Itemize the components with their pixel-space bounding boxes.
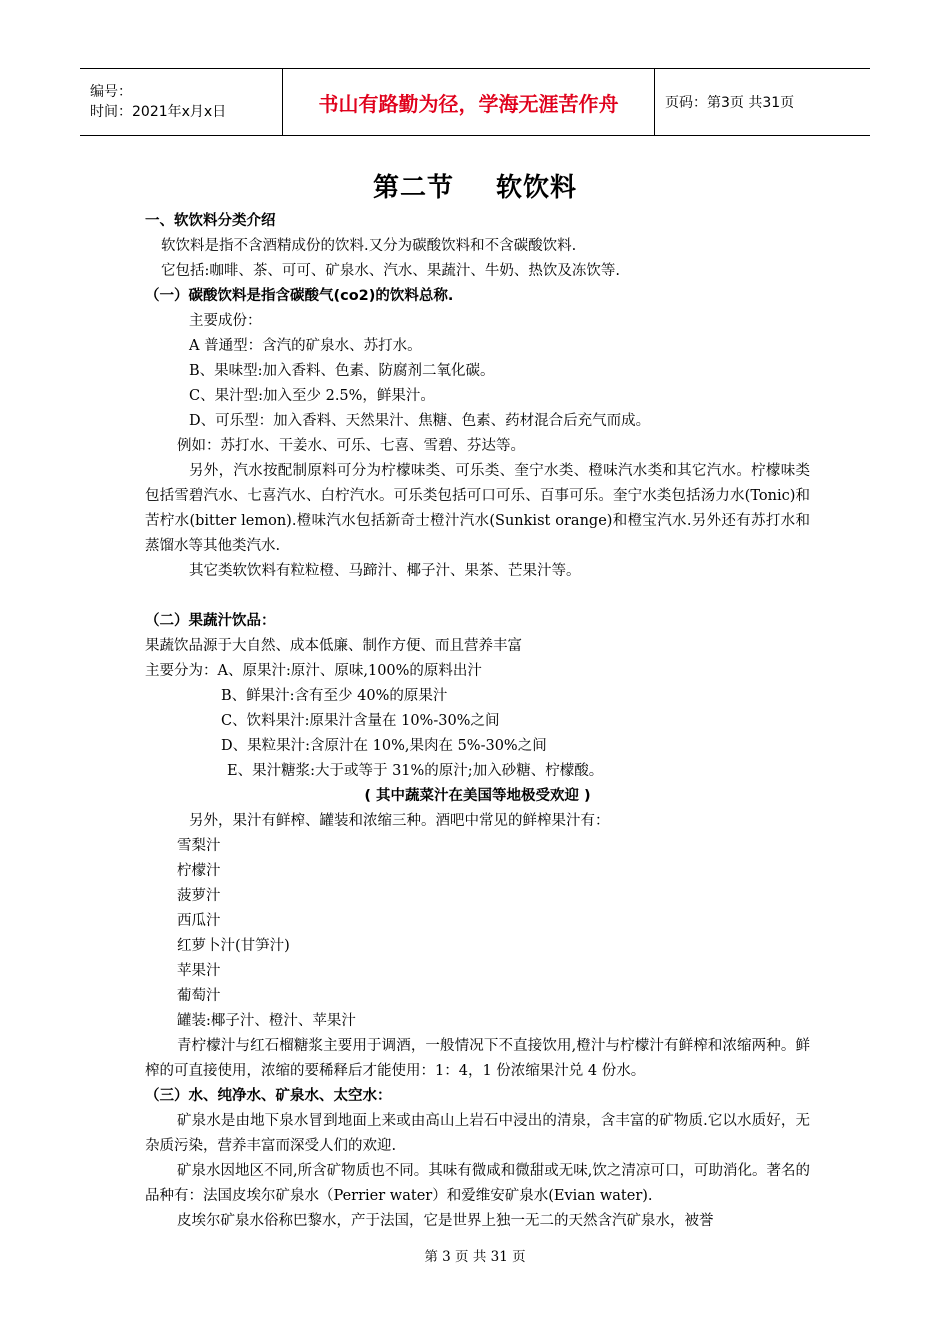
sub2-fresh-intro: 另外，果汁有鲜榨、罐装和浓缩三种。酒吧中常见的鲜榨果汁有：: [189, 813, 610, 829]
sub1-example: 例如：苏打水、干姜水、可乐、七喜、雪碧、芬达等。: [177, 438, 525, 454]
sub1-paragraph: 另外，汽水按配制原料可分为柠檬味类、可乐类、奎宁水类、橙味汽水类和其它汽水。柠檬味类包括雪碧汽水、七喜汽水、白柠汽水。可乐类包括可口可乐、百事可乐。奎宁水类包括汤力水(Tonic)和苦柠水(bitter lemon).橙味汽水包括新奇士橙汁汽水(Sunkist orange)和橙宝汽水.另外还有苏打水和蒸馏水等其他类汽水.: [145, 463, 810, 554]
date-label: 时间：2021年x月x日: [90, 104, 227, 120]
fresh-juice-item: 红萝卜汁(甘笋汁): [177, 938, 290, 954]
footer-page-number: 第 3 页 共 31 页: [424, 1249, 526, 1265]
title-part2: 软饮料: [496, 173, 578, 203]
fresh-juice-item: 西瓜汁: [177, 913, 221, 929]
sub1-main-label: 主要成份：: [189, 313, 262, 329]
fresh-juice-item: 柠檬汁: [177, 863, 221, 879]
sub3-heading: （三）水、纯净水、矿泉水、太空水：: [145, 1088, 392, 1104]
sub1-other: 其它类软饮料有粒粒橙、马蹄汁、椰子汁、果茶、芒果汁等。: [189, 563, 581, 579]
section1-line1: 软饮料是指不含酒精成份的饮料.又分为碳酸饮料和不含碳酸饮料.: [161, 238, 577, 254]
sub3-para3: 皮埃尔矿泉水俗称巴黎水，产于法国，它是世界上独一无二的天然含汽矿泉水，被誉: [177, 1213, 714, 1229]
document-body: [145, 209, 810, 1234]
sub1-item-a: A 普通型：含汽的矿泉水、苏打水。: [189, 338, 422, 354]
page-footer: [0, 1245, 950, 1265]
section1-heading: 一、软饮料分类介绍: [145, 213, 276, 229]
sub2-paragraph: 青柠檬汁与红石榴糖浆主要用于调酒，一般情况下不直接饮用,橙汁与柠檬汁有鲜榨和浓缩两种。鲜榨的可直接使用，浓缩的要稀释后才能使用：1：4，1 份浓缩果汁兑 4 份水。: [145, 1038, 810, 1079]
sub2-main-a: 主要分为：A、原果汁:原汁、原味,100%的原料出汁: [145, 663, 482, 679]
sub1-item-d: D、可乐型：加入香料、天然果汁、焦糖、色素、药材混合后充气而成。: [189, 413, 651, 429]
motto-text: 书山有路勤为径，学海无涯苦作舟: [318, 91, 619, 116]
sub2-item-b: B、鲜果汁:含有至少 40%的原果汁: [221, 688, 448, 704]
sub2-note: ( 其中蔬菜汁在美国等地极受欢迎 ): [364, 788, 591, 804]
fresh-juice-item: 菠萝汁: [177, 888, 221, 904]
sub2-canned: 罐装:椰子汁、橙汁、苹果汁: [177, 1013, 356, 1029]
page-label: 页码：第3页 共31页: [665, 95, 795, 111]
page-title: [0, 167, 950, 204]
sub2-item-d: D、果粒果汁:含原汁在 10%,果肉在 5%-30%之间: [221, 738, 547, 754]
fresh-juice-item: 苹果汁: [177, 963, 221, 979]
sub1-item-b: B、果味型:加入香料、色素、防腐剂二氧化碳。: [189, 363, 495, 379]
fresh-juice-item: 葡萄汁: [177, 988, 221, 1004]
number-label: 编号：: [90, 84, 132, 100]
header-table: [80, 68, 870, 136]
sub2-item-c: C、饮料果汁:原果汁含量在 10%-30%之间: [221, 713, 500, 729]
fresh-juice-item: 雪梨汁: [177, 838, 221, 854]
sub3-para2: 矿泉水因地区不同,所含矿物质也不同。其味有微咸和微甜或无味,饮之清凉可口，可助消化。著名的品种有：法国皮埃尔矿泉水（Perrier water）和爱维安矿泉水(Evian water).: [145, 1163, 810, 1204]
sub3-para1: 矿泉水是由地下泉水冒到地面上来或由高山上岩石中浸出的清泉，含丰富的矿物质.它以水质好，无杂质污染，营养丰富而深受人们的欢迎.: [145, 1113, 810, 1154]
sub2-intro: 果蔬饮品源于大自然、成本低廉、制作方便、而且营养丰富: [145, 638, 522, 654]
header-page-cell: [655, 69, 870, 135]
sub2-heading: （二）果蔬汁饮品：: [145, 613, 276, 629]
section1-line2: 它包括:咖啡、茶、可可、矿泉水、汽水、果蔬汁、牛奶、热饮及冻饮等.: [161, 263, 620, 279]
sub1-heading: （一）碳酸饮料是指含碳酸气(co2)的饮料总称.: [145, 288, 454, 304]
sub2-item-e: E、果汁糖浆:大于或等于 31%的原汁;加入砂糖、柠檬酸。: [227, 763, 604, 779]
title-part1: 第二节: [372, 173, 454, 203]
header-info-cell: [80, 69, 282, 135]
header-motto-cell: [282, 69, 655, 135]
sub1-item-c: C、果汁型:加入至少 2.5%，鲜果汁。: [189, 388, 435, 404]
